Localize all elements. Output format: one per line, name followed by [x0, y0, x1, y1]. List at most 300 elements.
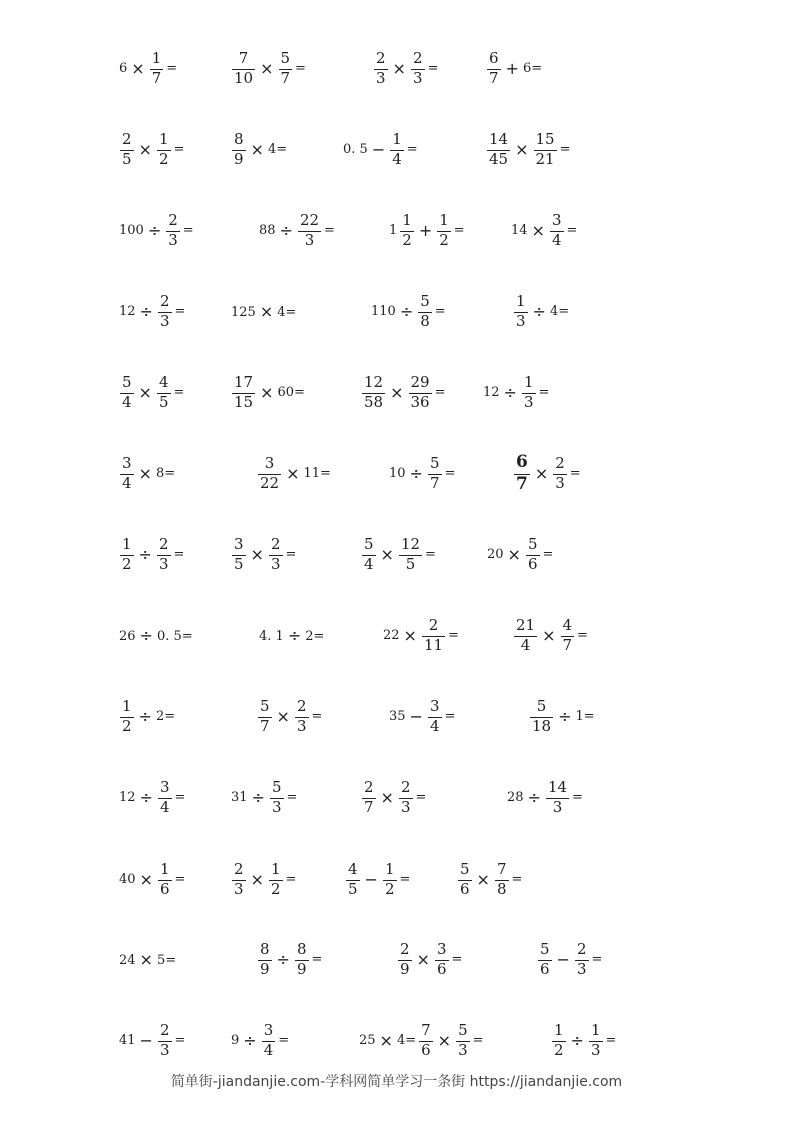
term: 4=: [549, 304, 570, 320]
term: =: [173, 385, 185, 401]
fraction: [157, 375, 171, 411]
term: =: [448, 628, 459, 644]
denominator: 3: [296, 716, 307, 735]
fraction: [232, 132, 246, 168]
problem: [506, 780, 584, 816]
term: =: [511, 872, 523, 888]
numerator: 2: [296, 697, 307, 715]
denominator: 7: [260, 716, 270, 735]
numerator: 5: [460, 860, 470, 878]
term: 12: [483, 385, 500, 401]
numerator: 3: [436, 940, 447, 958]
operator: ÷: [570, 1030, 584, 1050]
term: 25: [359, 1033, 376, 1049]
term: 40: [119, 872, 136, 888]
fraction: [526, 537, 540, 573]
fraction: [362, 375, 385, 411]
fraction: [362, 780, 376, 816]
term: =: [538, 385, 550, 401]
problem: [118, 1023, 186, 1059]
problem: [528, 699, 596, 735]
denominator: 3: [270, 554, 281, 573]
operator: ×: [250, 869, 264, 889]
term: 60=: [277, 385, 305, 401]
denominator: 3: [555, 473, 565, 492]
fraction: [120, 456, 134, 492]
operator: ×: [392, 58, 406, 78]
numerator: 22: [299, 211, 320, 229]
operator: ÷: [139, 787, 153, 807]
fraction: [295, 942, 309, 978]
operator: −: [371, 139, 386, 159]
fraction: [418, 294, 432, 330]
numerator: 4: [158, 373, 169, 391]
denominator: 2: [439, 230, 449, 249]
problem: [230, 304, 297, 320]
term: 24: [119, 952, 136, 968]
term: =: [472, 1033, 484, 1049]
problem: [118, 699, 176, 735]
fraction: [428, 456, 442, 492]
fraction: [419, 1023, 433, 1059]
denominator: 3: [271, 797, 282, 816]
numerator: 5: [122, 373, 132, 391]
numerator: 15: [535, 130, 555, 148]
fraction: [550, 213, 564, 249]
fraction: [374, 51, 388, 87]
operator: ×: [403, 625, 417, 645]
problem: [360, 375, 447, 411]
term: =: [311, 709, 323, 725]
term: 2=: [155, 709, 176, 725]
problem: [388, 456, 456, 492]
term: =: [425, 547, 436, 563]
fraction: [158, 1023, 172, 1059]
numerator: 1: [439, 211, 449, 229]
operator: ÷: [147, 220, 162, 240]
numerator: 21: [516, 616, 536, 634]
numerator: 2: [270, 535, 281, 553]
numerator: 5: [527, 535, 538, 553]
fraction: [295, 699, 309, 735]
denominator: 6: [421, 1040, 431, 1059]
fraction: [522, 375, 536, 411]
operator: ×: [250, 544, 264, 564]
problem: [118, 294, 186, 330]
numerator: 2: [168, 211, 178, 229]
fraction: [120, 699, 134, 735]
numerator: 17: [234, 373, 254, 391]
fraction: [538, 942, 552, 978]
numerator: 2: [158, 535, 169, 553]
problem: [388, 213, 466, 249]
operator: ÷: [139, 626, 153, 645]
fraction: [575, 942, 589, 978]
operator: ×: [259, 302, 274, 321]
fraction: [279, 51, 293, 87]
term: 14: [511, 223, 528, 239]
operator: ×: [286, 463, 300, 483]
denominator: 5: [158, 392, 169, 411]
numerator: 2: [376, 49, 386, 67]
fraction: [530, 699, 553, 735]
term: =: [311, 952, 323, 968]
denominator: 7: [151, 68, 162, 87]
denominator: 3: [304, 230, 315, 249]
denominator: 9: [296, 959, 307, 978]
numerator: 5: [458, 1021, 468, 1039]
operator: ×: [531, 220, 545, 240]
numerator: 14: [547, 778, 568, 796]
term: 10: [389, 466, 406, 482]
numerator: 4: [562, 616, 573, 634]
operator: ×: [138, 382, 152, 402]
operator: −: [139, 1030, 153, 1050]
numerator: 3: [159, 778, 170, 796]
denominator: 4: [551, 230, 562, 249]
operator: −: [409, 706, 423, 726]
problem: [258, 628, 325, 644]
denominator: 4: [392, 149, 402, 168]
denominator: 6: [436, 959, 447, 978]
denominator: 2: [402, 230, 412, 249]
operator: +: [418, 220, 433, 240]
term: =: [166, 61, 178, 77]
problem: [512, 454, 582, 494]
problem: [512, 294, 570, 330]
fraction: [400, 213, 414, 249]
denominator: 22: [260, 473, 280, 492]
numerator: 6: [489, 49, 499, 67]
denominator: 6: [460, 879, 470, 898]
term: =: [174, 872, 186, 888]
operator: −: [556, 949, 570, 969]
denominator: 3: [158, 554, 169, 573]
problem: [550, 1023, 617, 1059]
term: 110: [371, 304, 396, 320]
problem: [360, 780, 427, 816]
numerator: 2: [555, 454, 565, 473]
denominator: 9: [234, 149, 244, 168]
fraction: [158, 780, 172, 816]
denominator: 18: [532, 716, 552, 735]
problem: [118, 628, 194, 644]
term: 4=: [396, 1033, 417, 1049]
term: 0. 5: [343, 142, 368, 158]
fraction: [399, 537, 422, 573]
operator: ÷: [138, 706, 152, 726]
numerator: 8: [234, 130, 244, 148]
problem: [118, 456, 176, 492]
denominator: 6: [159, 879, 170, 898]
numerator: 1: [158, 130, 169, 148]
fraction: [383, 862, 397, 898]
fraction: [398, 942, 412, 978]
numerator: 7: [421, 1021, 431, 1039]
term: 22: [383, 628, 400, 644]
term: 1: [389, 223, 398, 239]
operator: ÷: [138, 544, 152, 564]
operator: ÷: [243, 1030, 257, 1050]
fraction: [362, 537, 376, 573]
denominator: 3: [590, 1040, 601, 1059]
numerator: 12: [364, 373, 384, 391]
fraction: [399, 780, 413, 816]
problem: [482, 375, 550, 411]
numerator: 1: [516, 292, 526, 310]
problem: [230, 51, 307, 87]
numerator: 29: [410, 373, 430, 391]
operator: ×: [131, 58, 145, 78]
term: 4. 1: [259, 628, 284, 644]
fraction: [456, 1023, 470, 1059]
fraction: [514, 294, 528, 330]
numerator: 1: [122, 697, 132, 715]
problem: [485, 132, 572, 168]
operator: ×: [515, 139, 529, 159]
fraction: [232, 51, 255, 87]
denominator: 2: [158, 149, 169, 168]
operator: ×: [542, 625, 556, 645]
operator: ÷: [251, 787, 265, 807]
denominator: 15: [234, 392, 254, 411]
fraction: [270, 780, 284, 816]
fraction: [158, 862, 172, 898]
numerator: 3: [234, 535, 244, 553]
fraction: [262, 1023, 276, 1059]
fraction: [411, 51, 425, 87]
term: =: [605, 1033, 617, 1049]
numerator: 12: [400, 535, 421, 553]
denominator: 21: [535, 149, 555, 168]
denominator: 3: [168, 230, 178, 249]
fraction: [514, 454, 530, 494]
operator: ×: [260, 58, 274, 78]
term: 20: [487, 547, 504, 563]
denominator: 8: [496, 879, 507, 898]
numerator: 5: [536, 697, 547, 715]
problem: [370, 294, 447, 330]
operator: ×: [250, 139, 264, 159]
numerator: 1: [523, 373, 534, 391]
operator: ÷: [409, 463, 423, 483]
term: =: [453, 223, 465, 239]
denominator: 3: [458, 1040, 468, 1059]
denominator: 4: [122, 392, 132, 411]
numerator: 4: [348, 860, 358, 878]
fraction: [150, 51, 164, 87]
term: =: [285, 872, 297, 888]
problem: [118, 780, 186, 816]
term: 4=: [277, 304, 297, 320]
denominator: 3: [516, 311, 526, 330]
fraction: [157, 132, 171, 168]
denominator: 4: [429, 716, 440, 735]
fraction: [458, 862, 472, 898]
denominator: 6: [540, 959, 550, 978]
numerator: 2: [576, 940, 587, 958]
denominator: 8: [420, 311, 430, 330]
term: 35: [389, 709, 406, 725]
operator: ×: [139, 950, 153, 969]
operator: ×: [476, 869, 490, 889]
numerator: 6: [516, 452, 528, 472]
term: 4=: [267, 142, 288, 158]
problem: [456, 862, 523, 898]
numerator: 5: [271, 778, 282, 796]
problem: [230, 132, 288, 168]
numerator: 1: [270, 860, 281, 878]
operator: ÷: [503, 382, 517, 402]
term: =: [295, 61, 306, 77]
term: 1=: [575, 709, 595, 725]
numerator: 2: [122, 130, 132, 148]
numerator: 8: [260, 940, 270, 958]
problem: [396, 942, 463, 978]
problem: [230, 537, 297, 573]
term: =: [173, 142, 185, 158]
problem: [230, 862, 297, 898]
denominator: 2: [122, 716, 132, 735]
problem: [512, 618, 589, 654]
fraction: [435, 942, 449, 978]
term: 11=: [303, 466, 331, 482]
numerator: 3: [264, 454, 275, 472]
denominator: 4: [122, 473, 132, 492]
numerator: 5: [364, 535, 374, 553]
denominator: 9: [260, 959, 270, 978]
problem: [388, 699, 456, 735]
numerator: 5: [540, 940, 550, 958]
fraction: [487, 51, 501, 87]
numerator: 2: [400, 940, 410, 958]
numerator: 2: [159, 292, 170, 310]
term: =: [427, 61, 439, 77]
problem: [486, 537, 554, 573]
problem: [230, 780, 298, 816]
denominator: 3: [159, 311, 170, 330]
term: =: [559, 142, 571, 158]
fraction: [409, 375, 432, 411]
fraction: [546, 780, 569, 816]
numerator: 5: [420, 292, 430, 310]
denominator: 7: [280, 68, 291, 87]
term: =: [415, 790, 427, 806]
term: 6: [119, 61, 128, 77]
denominator: 3: [576, 959, 587, 978]
fraction: [232, 375, 255, 411]
problem: [485, 51, 543, 87]
numerator: 14: [489, 130, 509, 148]
numerator: 2: [159, 1021, 170, 1039]
term: 6=: [522, 61, 543, 77]
term: =: [174, 304, 186, 320]
problem: [118, 375, 185, 411]
numerator: 2: [412, 49, 423, 67]
numerator: 2: [234, 860, 244, 878]
numerator: 1: [590, 1021, 601, 1039]
fraction: [120, 132, 134, 168]
problem: [344, 862, 411, 898]
problem: [256, 699, 323, 735]
term: =: [173, 547, 185, 563]
denominator: 3: [400, 797, 411, 816]
operator: ÷: [287, 626, 302, 645]
numerator: 1: [159, 860, 170, 878]
numerator: 3: [263, 1021, 274, 1039]
operator: ÷: [527, 787, 541, 807]
numerator: 5: [260, 697, 270, 715]
fraction: [428, 699, 442, 735]
fraction: [258, 942, 272, 978]
problem: [118, 862, 186, 898]
operator: ×: [139, 869, 153, 889]
numerator: 8: [296, 940, 307, 958]
fraction: [158, 294, 172, 330]
problem: [118, 213, 195, 249]
fraction: [298, 213, 321, 249]
numerator: 7: [496, 860, 507, 878]
denominator: 4: [520, 635, 531, 654]
problem: [230, 1023, 290, 1059]
denominator: 36: [410, 392, 430, 411]
problem: [118, 51, 178, 87]
fraction: [514, 618, 537, 654]
denominator: 4: [263, 1040, 274, 1059]
term: 9: [231, 1033, 240, 1049]
problem: [536, 942, 603, 978]
denominator: 7: [364, 797, 374, 816]
operator: ÷: [558, 706, 572, 726]
fraction: [346, 862, 360, 898]
term: =: [542, 547, 554, 563]
term: 5=: [156, 952, 177, 968]
fraction: [390, 132, 404, 168]
operator: ÷: [139, 301, 153, 321]
numerator: 1: [392, 130, 402, 148]
numerator: 2: [400, 778, 411, 796]
term: =: [399, 872, 411, 888]
operator: ×: [437, 1030, 452, 1050]
operator: ×: [507, 544, 521, 564]
footer-watermark[interactable]: 简单街-jiandanjie.com-学科网简单学习一条街 https://jiandanjie.com: [170, 1074, 623, 1090]
operator: −: [364, 869, 378, 889]
denominator: 11: [423, 635, 444, 654]
numerator: 1: [402, 211, 412, 229]
problem: [118, 952, 177, 968]
denominator: 10: [234, 68, 254, 87]
numerator: 3: [551, 211, 562, 229]
term: =: [451, 952, 463, 968]
fraction: [120, 537, 134, 573]
fraction: [269, 862, 283, 898]
denominator: 5: [348, 879, 358, 898]
term: =: [577, 628, 588, 644]
denominator: 3: [552, 797, 563, 816]
term: =: [406, 142, 418, 158]
term: =: [286, 790, 298, 806]
term: =: [572, 790, 583, 806]
denominator: 45: [489, 149, 509, 168]
term: =: [444, 709, 456, 725]
fraction: [495, 862, 509, 898]
operator: +: [505, 58, 519, 78]
term: 28: [507, 790, 524, 806]
term: =: [324, 223, 335, 239]
problem: [358, 1023, 485, 1059]
fraction: [269, 537, 283, 573]
problem: [342, 132, 419, 168]
